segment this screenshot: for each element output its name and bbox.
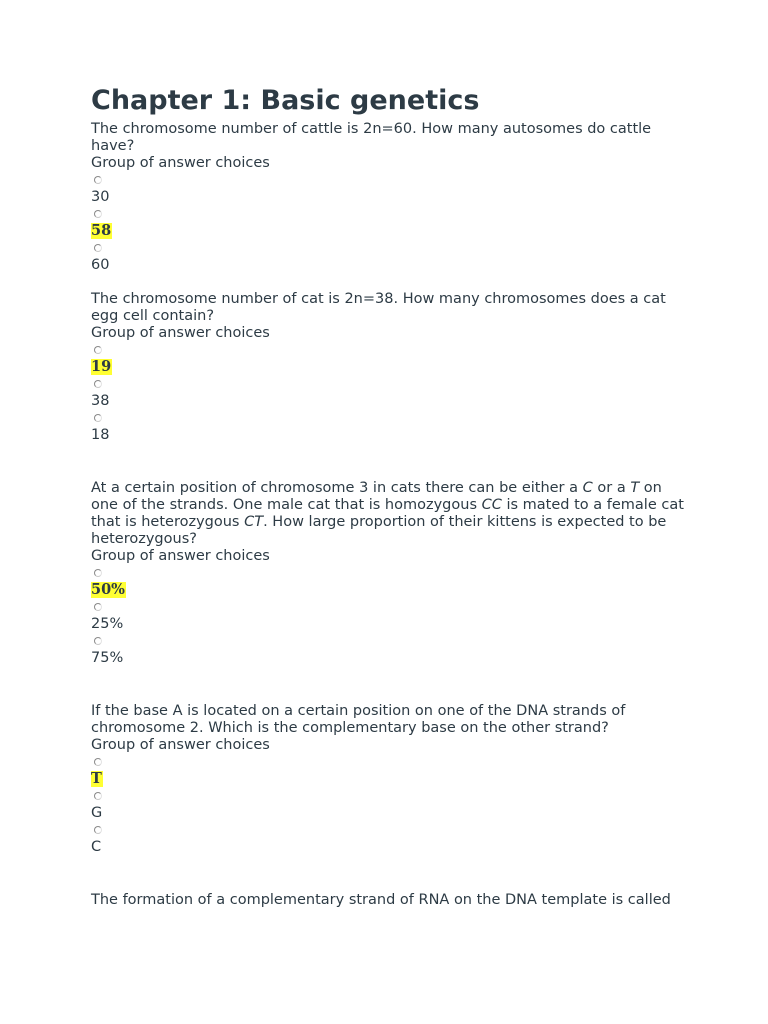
radio-option-3[interactable]	[91, 822, 691, 839]
answer-choice: 30	[91, 189, 110, 205]
document-page	[91, 84, 691, 909]
radio-option-2[interactable]	[91, 376, 691, 393]
group-label: Group of answer choices	[91, 548, 270, 564]
radio-option-1[interactable]	[91, 565, 691, 582]
radio-button-icon[interactable]	[94, 637, 102, 645]
correct-answer-highlight: T	[91, 770, 102, 787]
radio-button-icon[interactable]	[94, 826, 102, 834]
question-4	[91, 703, 691, 856]
radio-button-icon[interactable]	[94, 792, 102, 800]
group-label: Group of answer choices	[91, 325, 270, 341]
radio-option-2[interactable]	[91, 206, 691, 223]
page-title: Chapter 1: Basic genetics	[91, 85, 480, 116]
answer-choice: 18	[91, 427, 110, 443]
question-2-text: The chromosome number of cat is 2n=38. How many chromosomes does a cat egg cell contain?	[91, 291, 666, 324]
radio-option-3[interactable]	[91, 410, 691, 427]
question-5-text: The formation of a complementary strand of RNA on the DNA template is called	[91, 892, 671, 908]
question-2	[91, 291, 691, 444]
radio-option-1[interactable]	[91, 754, 691, 771]
group-label: Group of answer choices	[91, 155, 270, 171]
radio-button-icon[interactable]	[94, 346, 102, 354]
radio-button-icon[interactable]	[94, 603, 102, 611]
correct-answer-highlight: 58	[91, 222, 112, 239]
question-5	[91, 892, 691, 909]
answer-choice: G	[91, 805, 103, 821]
correct-answer-highlight: 50%	[91, 581, 125, 598]
answer-choice: 75%	[91, 650, 124, 666]
radio-option-2[interactable]	[91, 788, 691, 805]
radio-button-icon[interactable]	[94, 758, 102, 766]
answer-choice: C	[91, 839, 102, 855]
answer-choice: 25%	[91, 616, 124, 632]
correct-answer-highlight: 19	[91, 358, 112, 375]
answer-choice: 60	[91, 257, 110, 273]
group-label: Group of answer choices	[91, 737, 270, 753]
question-1-text: The chromosome number of cattle is 2n=60. How many autosomes do cattle have?	[91, 121, 652, 154]
radio-option-3[interactable]	[91, 240, 691, 257]
radio-button-icon[interactable]	[94, 414, 102, 422]
radio-option-3[interactable]	[91, 633, 691, 650]
radio-button-icon[interactable]	[94, 569, 102, 577]
question-1	[91, 121, 691, 274]
radio-option-2[interactable]	[91, 599, 691, 616]
radio-button-icon[interactable]	[94, 210, 102, 218]
radio-button-icon[interactable]	[94, 380, 102, 388]
radio-option-1[interactable]	[91, 342, 691, 359]
radio-button-icon[interactable]	[94, 176, 102, 184]
radio-button-icon[interactable]	[94, 244, 102, 252]
question-3-text: At a certain position of chromosome 3 in cats there can be either a C or a T on one of the strands. One male cat that is homozygous CC is mated to a female cat that is heterozygous CT. How large proportion of their kittens is expected to be heterozygous?	[91, 480, 684, 547]
question-3	[91, 480, 691, 667]
answer-choice: 38	[91, 393, 110, 409]
question-4-text: If the base A is located on a certain position on one of the DNA strands of chromosome 2. Which is the complementary base on the other strand?	[91, 703, 626, 736]
radio-option-1[interactable]	[91, 172, 691, 189]
